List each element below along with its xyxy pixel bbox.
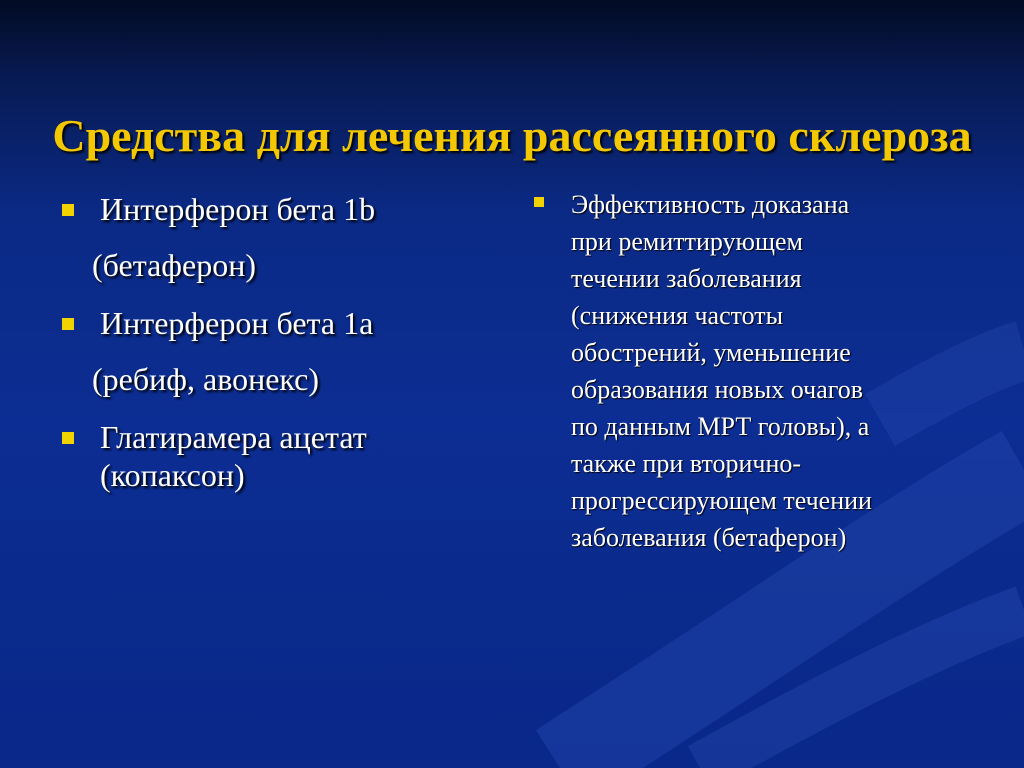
text-line: обострений, уменьшение [571, 338, 851, 367]
square-bullet-icon [534, 197, 544, 207]
drug-name: Глатирамера ацетат [100, 419, 367, 455]
slide-title: Средства для лечения рассеянного склероза [52, 110, 972, 161]
text-line: течении заболевания [571, 264, 802, 293]
list-item [62, 418, 502, 494]
list-item [534, 186, 974, 556]
text-line: образования новых очагов [571, 375, 864, 404]
left-drug-list [62, 190, 502, 514]
list-item [62, 304, 502, 398]
drug-brand: (копаксон) [100, 457, 245, 493]
text-line: по данным МРТ головы), а [571, 412, 870, 441]
right-efficacy-list [534, 186, 974, 556]
drug-brand: (ребиф, авонекс) [92, 361, 320, 397]
square-bullet-icon [62, 318, 74, 330]
text-line: прогрессирующем течении [571, 486, 872, 515]
drug-name: Интерферон бета 1b [100, 191, 376, 227]
list-item [62, 190, 502, 284]
drug-name: Интерферон бета 1а [100, 305, 374, 341]
square-bullet-icon [62, 432, 74, 444]
square-bullet-icon [62, 204, 74, 216]
text-line: (снижения частоты [571, 301, 784, 330]
text-line: Эффективность доказана [571, 190, 850, 219]
text-line: заболевания (бетаферон) [571, 523, 847, 552]
text-line: при ремиттирующем [571, 227, 803, 256]
text-line: также при вторично- [571, 449, 802, 478]
drug-brand: (бетаферон) [92, 247, 257, 283]
